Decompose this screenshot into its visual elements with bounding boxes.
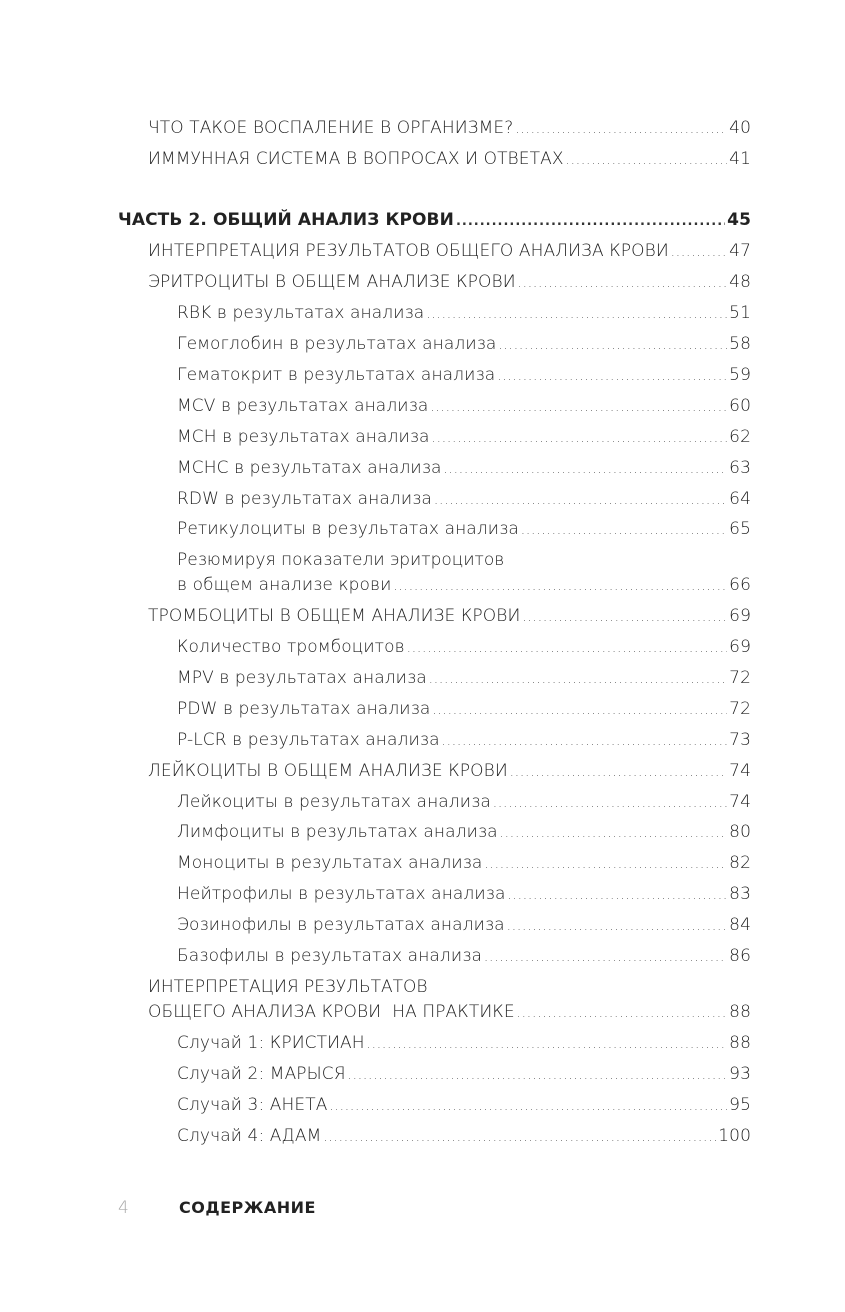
toc-subentry[interactable] bbox=[177, 395, 751, 419]
dot-leader bbox=[432, 428, 728, 450]
toc-entry-title: RBK в результатах анализа bbox=[177, 303, 425, 323]
toc-entry-title-line1: Резюмируя показатели эритроцитов bbox=[177, 550, 505, 570]
toc-subentry[interactable] bbox=[177, 518, 751, 542]
toc-entry-title: P-LCR в результатах анализа bbox=[177, 730, 440, 750]
toc-entry-page: 82 bbox=[729, 853, 751, 873]
toc-entry-page: 48 bbox=[729, 272, 751, 292]
dot-leader bbox=[432, 700, 727, 722]
toc-entry-page: 65 bbox=[729, 519, 751, 539]
toc-entry[interactable] bbox=[148, 605, 751, 629]
dot-leader bbox=[456, 211, 725, 233]
dot-leader bbox=[507, 916, 727, 938]
toc-entry-title: MCV в результатах анализа bbox=[177, 396, 429, 416]
toc-entry-page: 72 bbox=[729, 668, 751, 688]
dot-leader bbox=[442, 731, 728, 753]
dot-leader bbox=[671, 242, 727, 264]
toc-entry-page: 69 bbox=[729, 606, 751, 626]
toc-entry-page: 59 bbox=[729, 365, 751, 385]
toc-entry-page: 60 bbox=[729, 396, 751, 416]
toc-entry-title: Случай 4: АДАМ bbox=[177, 1126, 322, 1146]
toc-entry-title: Случай 3: АНЕТА bbox=[177, 1095, 328, 1115]
dot-leader bbox=[508, 885, 728, 907]
toc-entry-title: Ретикулоциты в результатах анализа bbox=[177, 519, 519, 539]
toc-subentry[interactable] bbox=[177, 457, 751, 481]
toc-entry-page: 80 bbox=[729, 822, 751, 842]
toc-part-heading[interactable] bbox=[118, 209, 751, 233]
toc-entry-page: 64 bbox=[729, 489, 751, 509]
toc-subentry[interactable] bbox=[177, 945, 751, 969]
toc-entry-page: 40 bbox=[729, 118, 751, 138]
toc-entry-page: 66 bbox=[729, 575, 751, 595]
toc-entry-page: 86 bbox=[729, 946, 751, 966]
dot-leader bbox=[367, 1034, 728, 1056]
dot-leader bbox=[444, 459, 728, 481]
dot-leader bbox=[500, 823, 727, 845]
toc-entry-page: 83 bbox=[729, 884, 751, 904]
toc-entry-page: 84 bbox=[729, 915, 751, 935]
toc-entry-page: 74 bbox=[729, 792, 751, 812]
toc-entry-title-line2: ОБЩЕГО АНАЛИЗА КРОВИ НА ПРАКТИКЕ bbox=[148, 1002, 515, 1022]
toc-entry-page: 62 bbox=[729, 427, 751, 447]
dot-leader bbox=[518, 273, 728, 295]
toc-entry-title: MPV в результатах анализа bbox=[177, 668, 427, 688]
toc-entry-page: 73 bbox=[729, 730, 751, 750]
toc-subentry[interactable] bbox=[177, 667, 751, 691]
page-number: 4 bbox=[118, 1198, 129, 1218]
toc-entry-multiline-end[interactable] bbox=[148, 1001, 751, 1025]
toc-subentry[interactable] bbox=[177, 1094, 751, 1118]
dot-leader bbox=[430, 397, 727, 419]
toc-entry-title-line2: в общем анализе крови bbox=[177, 575, 392, 595]
toc-entry-page: 74 bbox=[729, 761, 751, 781]
toc-entry-title: Лейкоциты в результатах анализа bbox=[177, 792, 491, 812]
toc-entry[interactable] bbox=[148, 240, 751, 264]
toc-subentry[interactable] bbox=[177, 821, 751, 845]
dot-leader bbox=[510, 762, 727, 784]
dot-leader bbox=[521, 520, 727, 542]
dot-leader bbox=[484, 947, 727, 969]
dot-leader bbox=[498, 335, 727, 357]
toc-subentry[interactable] bbox=[177, 488, 751, 512]
dot-leader bbox=[434, 490, 727, 512]
toc-subentry[interactable] bbox=[177, 364, 751, 388]
toc-subentry[interactable] bbox=[177, 883, 751, 907]
dot-leader bbox=[517, 1003, 727, 1025]
toc-entry-page: 72 bbox=[729, 699, 751, 719]
toc-subentry[interactable] bbox=[177, 333, 751, 357]
dot-leader bbox=[329, 1096, 727, 1118]
toc-entry-title: ЭРИТРОЦИТЫ В ОБЩЕМ АНАЛИЗЕ КРОВИ bbox=[148, 272, 516, 292]
dot-leader bbox=[393, 576, 727, 598]
toc-entry-title: ТРОМБОЦИТЫ В ОБЩЕМ АНАЛИЗЕ КРОВИ bbox=[148, 606, 521, 626]
toc-entry-page: 88 bbox=[729, 1033, 751, 1053]
toc-entry-title: Базофилы в результатах анализа bbox=[177, 946, 482, 966]
toc-entry-page: 58 bbox=[729, 334, 751, 354]
toc-subentry[interactable] bbox=[177, 426, 751, 450]
toc-subentry[interactable] bbox=[177, 698, 751, 722]
toc-subentry-multiline-end[interactable] bbox=[177, 574, 751, 598]
toc-entry-title: MCH в результатах анализа bbox=[177, 427, 430, 447]
toc-entry-title: MCHC в результатах анализа bbox=[177, 458, 442, 478]
toc-entry-title: PDW в результатах анализа bbox=[177, 699, 431, 719]
running-footer-title: СОДЕРЖАНИЕ bbox=[179, 1198, 316, 1217]
dot-leader bbox=[484, 854, 727, 876]
dot-leader bbox=[407, 638, 727, 660]
toc-entry-title-line1: ИНТЕРПРЕТАЦИЯ РЕЗУЛЬТАТОВ bbox=[148, 977, 428, 997]
toc-entry-title: ЧТО ТАКОЕ ВОСПАЛЕНИЕ В ОРГАНИЗМЕ? bbox=[148, 118, 514, 138]
toc-subentry-multiline[interactable] bbox=[177, 549, 751, 571]
toc-entry-title: Случай 2: МАРЫСЯ bbox=[177, 1064, 346, 1084]
toc-entry-title: Гематокрит в результатах анализа bbox=[177, 365, 496, 385]
toc-entry-title: Моноциты в результатах анализа bbox=[177, 853, 483, 873]
toc-entry-title: Эозинофилы в результатах анализа bbox=[177, 915, 505, 935]
toc-entry-title: Лимфоциты в результатах анализа bbox=[177, 822, 498, 842]
toc-subentry[interactable] bbox=[177, 636, 751, 660]
toc-entry-page: 63 bbox=[729, 458, 751, 478]
toc-entry-page: 93 bbox=[729, 1064, 751, 1084]
toc-subentry[interactable] bbox=[177, 1063, 751, 1087]
dot-leader bbox=[497, 366, 727, 388]
toc-entry-title: ЛЕЙКОЦИТЫ В ОБЩЕМ АНАЛИЗЕ КРОВИ bbox=[148, 761, 508, 781]
toc-subentry[interactable] bbox=[177, 852, 751, 876]
dot-leader bbox=[323, 1127, 716, 1149]
toc-entry-page: 69 bbox=[729, 637, 751, 657]
toc-entry[interactable] bbox=[148, 271, 751, 295]
toc-entry-title: Гемоглобин в результатах анализа bbox=[177, 334, 497, 354]
toc-subentry[interactable] bbox=[177, 1125, 751, 1149]
toc-entry[interactable] bbox=[148, 148, 751, 172]
toc-entry[interactable] bbox=[148, 760, 751, 784]
toc-entry-page: 45 bbox=[727, 210, 751, 230]
dot-leader bbox=[429, 669, 727, 691]
toc-entry-page: 88 bbox=[729, 1002, 751, 1022]
toc-entry-multiline[interactable] bbox=[148, 976, 751, 998]
dot-leader bbox=[493, 793, 727, 815]
dot-leader bbox=[522, 607, 727, 629]
toc-subentry[interactable] bbox=[177, 791, 751, 815]
toc-subentry[interactable] bbox=[177, 729, 751, 753]
toc-entry-title: Случай 1: КРИСТИАН bbox=[177, 1033, 365, 1053]
dot-leader bbox=[566, 150, 728, 172]
toc-entry-title: Количество тромбоцитов bbox=[177, 637, 405, 657]
toc-entry-page: 100 bbox=[718, 1126, 751, 1146]
toc-entry-page: 51 bbox=[729, 303, 751, 323]
toc-entry-page: 95 bbox=[729, 1095, 751, 1115]
dot-leader bbox=[426, 304, 727, 326]
toc-entry-title: ИММУННАЯ СИСТЕМА В ВОПРОСАХ И ОТВЕТАХ bbox=[148, 149, 564, 169]
toc-entry-page: 41 bbox=[729, 149, 751, 169]
dot-leader bbox=[515, 119, 727, 141]
toc-entry-title: RDW в результатах анализа bbox=[177, 489, 432, 509]
toc-entry-title: ИНТЕРПРЕТАЦИЯ РЕЗУЛЬТАТОВ ОБЩЕГО АНАЛИЗА КРОВИ bbox=[148, 241, 669, 261]
toc-subentry[interactable] bbox=[177, 302, 751, 326]
toc-entry[interactable] bbox=[148, 117, 751, 141]
toc-entry-page: 47 bbox=[729, 241, 751, 261]
toc-entry-title: Нейтрофилы в результатах анализа bbox=[177, 884, 506, 904]
toc-entry-title: ЧАСТЬ 2. ОБЩИЙ АНАЛИЗ КРОВИ bbox=[118, 210, 454, 230]
toc-subentry[interactable] bbox=[177, 914, 751, 938]
toc-subentry[interactable] bbox=[177, 1032, 751, 1056]
dot-leader bbox=[348, 1065, 728, 1087]
